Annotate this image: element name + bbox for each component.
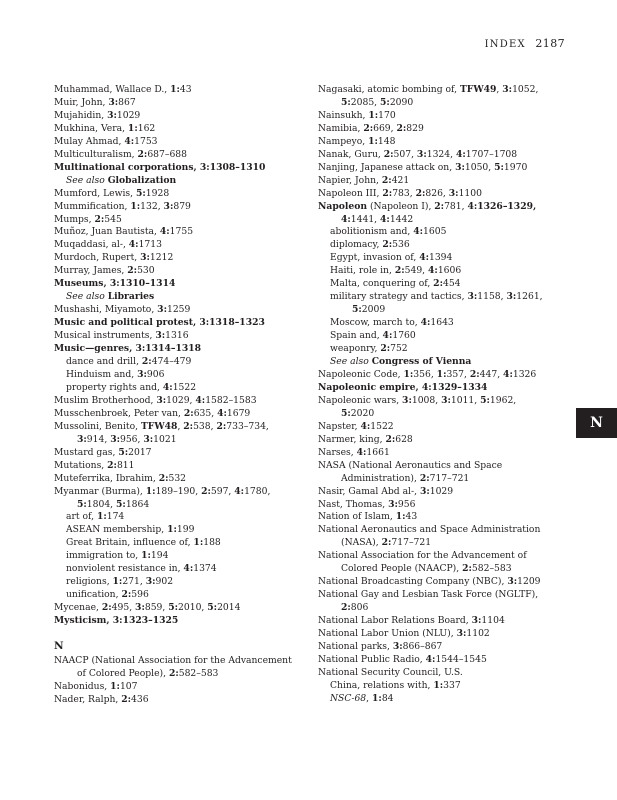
header-label: INDEX <box>484 39 526 50</box>
see-also-entry: See also Congress of Vienna <box>330 356 472 368</box>
index-entry: NASA (National Aeronautics and Space Administration), 2:717–721 <box>318 459 503 484</box>
index-subentry: art of, 1:174 <box>66 511 125 523</box>
index-subentry: abolitionism and, 4:1605 <box>330 226 447 238</box>
index-entry: Muslim Brotherhood, 3:1029, 4:1582–1583 <box>54 394 257 406</box>
index-entry: Napoleonic Code, 1:356, 1:357, 2:447, 4:1326 <box>318 368 537 380</box>
page-number: 2187 <box>535 37 565 50</box>
index-entry: Mumps, 2:545 <box>54 213 122 225</box>
index-entry: Nation of Islam, 1:43 <box>318 511 418 523</box>
see-also-entry: See also Globalization <box>66 174 177 186</box>
index-subentry: dance and drill, 2:474–479 <box>66 356 192 368</box>
index-entry: National Security Council, U.S. <box>318 666 463 678</box>
index-entry: Mukhina, Vera, 1:162 <box>54 122 156 134</box>
index-entry: Mycenae, 2:495, 3:859, 5:2010, 5:2014 <box>54 602 241 614</box>
index-entry: Muqaddasi, al-, 4:1713 <box>54 239 162 251</box>
index-subentry: NSC-68, 1:84 <box>330 692 394 704</box>
index-subentry: property rights and, 4:1522 <box>66 381 197 393</box>
index-entry: Nast, Thomas, 3:956 <box>318 498 416 510</box>
index-entry: Napoleonic empire, 4:1329–1334 <box>318 381 488 393</box>
index-subentry: nonviolent resistance in, 4:1374 <box>66 563 217 575</box>
index-entry: Napoleonic wars, 3:1008, 3:1011, 5:1962, 5:2020 <box>318 394 517 419</box>
index-entry: National parks, 3:866–867 <box>318 640 443 652</box>
index-entry: Mummification, 1:132, 3:879 <box>54 200 191 212</box>
index-entry: Napoleon (Napoleon I), 2:781, 4:1326–1329, 4:1441, 4:1442 <box>318 200 537 225</box>
index-entry: Mulay Ahmad, 4:1753 <box>54 135 158 147</box>
index-entry: Napier, John, 2:421 <box>318 174 410 186</box>
index-entry: Nainsukh, 1:170 <box>318 109 396 121</box>
index-subentry: unification, 2:596 <box>66 589 149 601</box>
index-entry: Multiculturalism, 2:687–688 <box>54 148 187 160</box>
index-entry: National Broadcasting Company (NBC), 3:1209 <box>318 576 541 588</box>
index-entry: Mussolini, Benito, TFW48, 2:538, 2:733–734, 3:914, 3:956, 3:1021 <box>54 420 269 445</box>
index-entry: Musical instruments, 3:1316 <box>54 330 189 342</box>
index-subentry: China, relations with, 1:337 <box>330 679 461 691</box>
index-entry: Music and political protest, 3:1318–1323 <box>54 317 265 329</box>
section-letter: N <box>54 640 64 653</box>
index-entry: Napster, 4:1522 <box>318 420 394 432</box>
index-entry: Mysticism, 3:1323–1325 <box>54 615 179 627</box>
index-subentry: diplomacy, 2:536 <box>330 239 410 251</box>
running-header <box>485 37 565 50</box>
index-subentry: Egypt, invasion of, 4:1394 <box>330 252 453 264</box>
section-thumb-tab: N <box>576 408 617 438</box>
index-entry: Narmer, king, 2:628 <box>318 433 413 445</box>
index-entry: Muir, John, 3:867 <box>54 96 136 108</box>
index-entry: National Gay and Lesbian Task Force (NGLTF), 2:806 <box>318 589 539 614</box>
index-entry: National Labor Union (NLU), 3:1102 <box>318 628 490 640</box>
index-entry: Nader, Ralph, 2:436 <box>54 693 149 705</box>
index-entry: Museums, 3:1310–1314 <box>54 278 176 290</box>
index-entry: Muñoz, Juan Bautista, 4:1755 <box>54 226 194 238</box>
index-subentry: Hinduism and, 3:906 <box>66 368 165 380</box>
index-entry: Muhammad, Wallace D., 1:43 <box>54 84 192 95</box>
index-entry: Mushashi, Miyamoto, 3:1259 <box>54 304 191 316</box>
index-entry: Myanmar (Burma), 1:189–190, 2:597, 4:1780, 5:1804, 5:1864 <box>54 485 271 510</box>
index-entry: National Association for the Advancement of Colored People (NAACP), 2:582–583 <box>318 550 527 575</box>
index-subentry: religions, 1:271, 3:902 <box>66 576 174 588</box>
index-subentry: weaponry, 2:752 <box>330 343 408 355</box>
index-entry: Nagasaki, atomic bombing of, TFW49, 3:1052, 5:2085, 5:2090 <box>318 84 539 108</box>
index-subentry: military strategy and tactics, 3:1158, 3:1261, 5:2009 <box>330 291 543 316</box>
index-entry: Murray, James, 2:530 <box>54 265 155 277</box>
index-entry: Nanjing, Japanese attack on, 3:1050, 5:1970 <box>318 161 528 173</box>
index-subentry: Haiti, role in, 2:549, 4:1606 <box>330 265 462 277</box>
index-entry: Narses, 4:1661 <box>318 446 390 458</box>
index-entry: Multinational corporations, 3:1308–1310 <box>54 161 266 173</box>
index-entry: Nampeyo, 1:148 <box>318 135 396 147</box>
index-entry: Napoleon III, 2:783, 2:826, 3:1100 <box>318 187 482 199</box>
index-subentry: Moscow, march to, 4:1643 <box>330 317 454 329</box>
see-also-entry: See also Libraries <box>66 291 155 303</box>
index-entry: Nasir, Gamal Abd al-, 3:1029 <box>318 485 454 497</box>
index-entry: Nanak, Guru, 2:507, 3:1324, 4:1707–1708 <box>318 148 518 160</box>
left-index-column <box>54 84 306 707</box>
index-entry: Muteferrika, Ibrahim, 2:532 <box>54 472 187 484</box>
index-subentry: Great Britain, influence of, 1:188 <box>66 537 221 549</box>
index-entry: Nabonidus, 1:107 <box>54 680 138 692</box>
index-entry: National Aeronautics and Space Administration (NASA), 2:717–721 <box>318 524 541 549</box>
index-entry: Musschenbroek, Peter van, 2:635, 4:1679 <box>54 407 251 419</box>
index-entry: NAACP (National Association for the Advancement of Colored People), 2:582–583 <box>54 654 292 679</box>
index-entry: Mutations, 2:811 <box>54 459 135 471</box>
index-subentry: Spain and, 4:1760 <box>330 330 416 342</box>
index-entry: National Labor Relations Board, 3:1104 <box>318 615 505 627</box>
index-entry: Music—genres, 3:1314–1318 <box>54 343 202 355</box>
index-entry: Mujahidin, 3:1029 <box>54 109 141 121</box>
index-subentry: immigration to, 1:194 <box>66 550 169 562</box>
index-entry: Namibia, 2:669, 2:829 <box>318 122 424 134</box>
index-subentry: ASEAN membership, 1:199 <box>66 524 195 536</box>
index-entry: Murdoch, Rupert, 3:1212 <box>54 252 174 264</box>
index-entry: Mumford, Lewis, 5:1928 <box>54 187 170 199</box>
index-entry: Mustard gas, 5:2017 <box>54 446 152 458</box>
index-entry: National Public Radio, 4:1544–1545 <box>318 653 487 665</box>
index-subentry: Malta, conquering of, 2:454 <box>330 278 461 290</box>
right-index-column <box>318 84 566 706</box>
